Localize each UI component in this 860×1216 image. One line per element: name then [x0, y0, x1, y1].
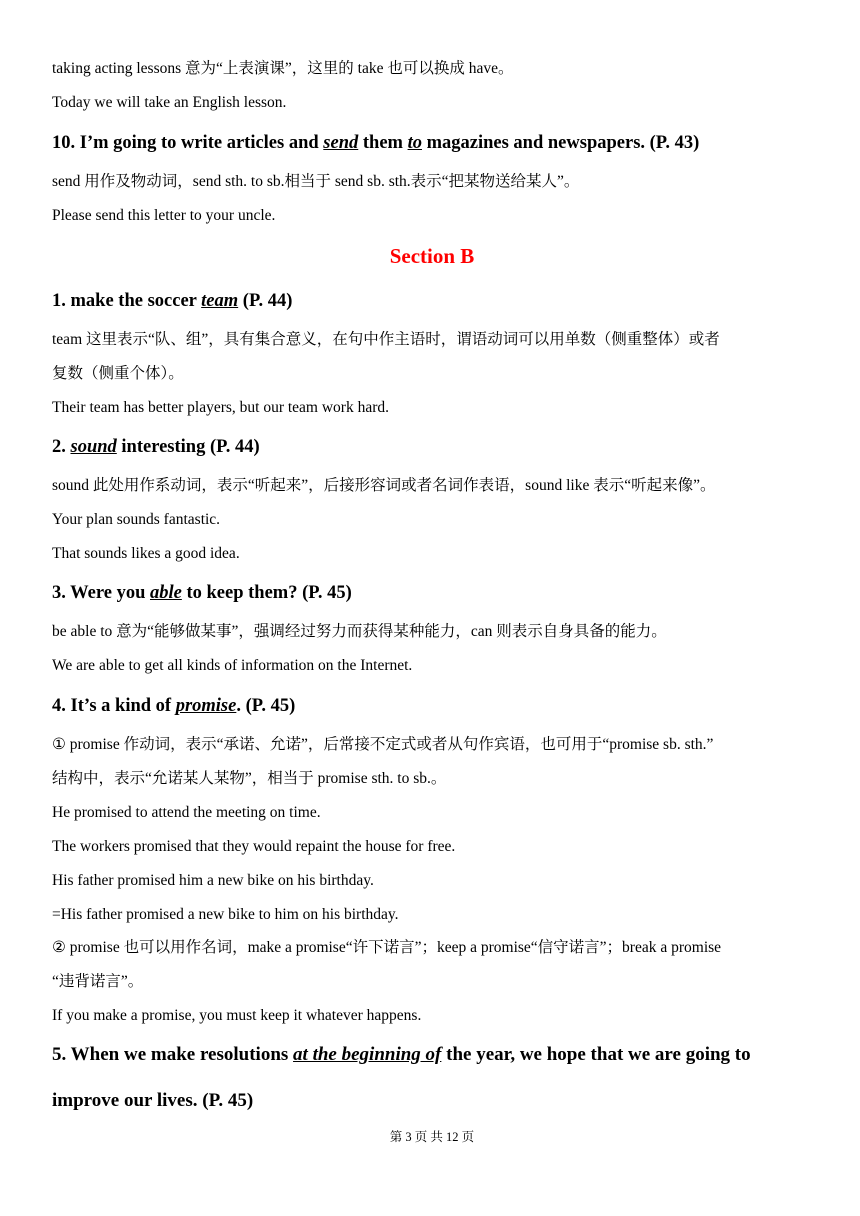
item-1-heading: 1. make the soccer team (P. 44) [52, 291, 293, 311]
example-sentence: =His father promised a new bike to him on his birthday. [52, 906, 399, 923]
section-title: Section B [389, 244, 475, 268]
explanation-text: ① promise 作动词，表示“承诺、允诺”，后常接不定式或者从句作宾语，也可用于“promise sb. sth.” [52, 736, 714, 753]
explanation-text: sound 此处用作系动词，表示“听起来”，后接形容词或者名词作表语，sound like 表示“听起来像”。 [52, 477, 716, 494]
explanation-text: 结构中，表示“允诺某人某物”，相当于 promise sth. to sb.。 [52, 770, 447, 787]
explanation-text: ② promise 也可以用作名词，make a promise“许下诺言”；keep a promise“信守诺言”；break a promise [52, 939, 722, 956]
item-5-heading-continued: improve our lives. (P. 45) [52, 1090, 254, 1111]
example-sentence: If you make a promise, you must keep it whatever happens. [52, 1007, 422, 1024]
keyword: send [323, 133, 359, 153]
explanation-text: be able to 意为“能够做某事”，强调经过努力而获得某种能力，can 则表示自身具备的能力。 [52, 623, 667, 640]
explanation-text: team 这里表示“队、组”，具有集合意义，在句中作主语时，谓语动词可以用单数（侧重整体）或者 [52, 331, 720, 348]
keyword: team [201, 291, 239, 311]
example-sentence: That sounds likes a good idea. [52, 545, 240, 562]
example-sentence: Today we will take an English lesson. [52, 94, 287, 111]
item-3-heading: 3. Were you able to keep them? (P. 45) [52, 583, 352, 603]
example-sentence: Your plan sounds fantastic. [52, 511, 221, 528]
text-line: taking acting lessons 意为“上表演课”，这里的 take 也可以换成 have。 [52, 60, 514, 77]
example-sentence: We are able to get all kinds of information on the Internet. [52, 657, 413, 674]
explanation-text: 复数（侧重个体）。 [52, 365, 184, 382]
example-sentence: The workers promised that they would repaint the house for free. [52, 838, 456, 855]
keyword: to [407, 133, 422, 153]
keyword: sound [70, 437, 117, 457]
keyword: at the beginning of [293, 1044, 442, 1065]
keyword: promise [175, 696, 237, 716]
explanation-text: “违背诺言”。 [52, 973, 144, 990]
example-sentence: His father promised him a new bike on his birthday. [52, 872, 374, 889]
item-4-heading: 4. It’s a kind of promise. (P. 45) [52, 696, 296, 716]
explanation-text: send 用作及物动词，send sth. to sb.相当于 send sb. sth.表示“把某物送给某人”。 [52, 173, 580, 190]
page-footer: 第 3 页 共 12 页 [389, 1130, 475, 1144]
keyword: able [149, 583, 182, 603]
example-sentence: Their team has better players, but our team work hard. [52, 399, 390, 416]
item-10-heading: 10. I’m going to write articles and send them to magazines and newspapers. (P. 43) [52, 133, 700, 153]
example-sentence: Please send this letter to your uncle. [52, 207, 276, 224]
item-5-heading: 5. When we make resolutions at the beginning of the year, we hope that we are going to [52, 1044, 751, 1065]
item-2-heading: 2. sound interesting (P. 44) [52, 437, 260, 457]
example-sentence: He promised to attend the meeting on time. [52, 804, 321, 821]
